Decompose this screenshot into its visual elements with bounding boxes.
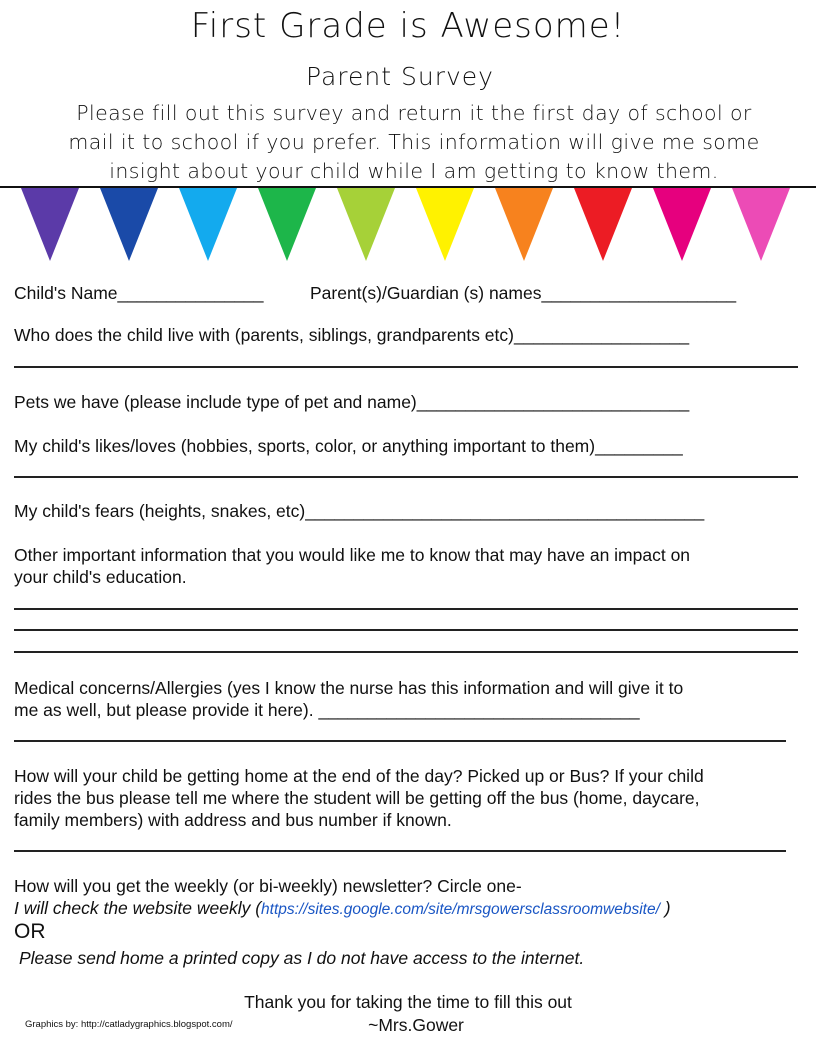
getting-home-label-cont: rides the bus please tell me where the student will be getting off the bus (home, daycare, [14,788,700,808]
newsletter-option-website[interactable] [14,898,671,919]
page-title: First Grade is Awesome! [190,6,626,46]
live-with-label: Who does the child live with (parents, siblings, grandparents etc)__________________ [14,325,690,345]
page-subtitle: Parent Survey [306,62,494,91]
thank-you-note: Thank you for taking the time to fill this out [244,992,572,1012]
answer-line[interactable] [14,366,798,368]
pennant-flag [337,188,395,261]
pennant-flag [495,188,553,261]
child-name-label: Child's Name_______________ [14,283,264,303]
getting-home-label-cont2: family members) with address and bus number if known. [14,810,452,830]
intro-paragraph [28,99,800,186]
graphics-credit: Graphics by: http://catladygraphics.blogspot.com/ [25,1019,233,1030]
answer-line[interactable] [14,629,798,631]
intro-line: insight about your child while I am getting to know them. [109,159,719,183]
pennant-flag [732,188,790,261]
intro-line: Please fill out this survey and return it the first day of school or [76,101,752,125]
answer-line[interactable] [14,608,798,610]
parent-names-label: Parent(s)/Guardian (s) names____________________ [310,283,737,303]
answer-line[interactable] [14,651,798,653]
pennant-flag [258,188,316,261]
intro-line: mail it to school if you prefer. This information will give me some [68,130,760,154]
other-info-label: Other important information that you would like me to know that may have an impact on [14,545,691,565]
option-website-text: I will check the website weekly ( [14,898,262,918]
pennant-banner [0,188,816,268]
answer-line[interactable] [14,476,798,478]
answer-line[interactable] [14,740,786,742]
newsletter-label: How will you get the weekly (or bi-weekly) newsletter? Circle one- [14,876,522,896]
option-website-close: ) [659,898,671,918]
pennant-flag [653,188,711,261]
fears-label: My child's fears (heights, snakes, etc)_________________________________________ [14,501,705,521]
medical-label-cont: me as well, but please provide it here). _________________________________ [14,700,640,720]
website-link[interactable]: https://sites.google.com/site/mrsgowersclassroomwebsite/ [261,901,660,918]
medical-label: Medical concerns/Allergies (yes I know the nurse has this information and will give it to [14,678,684,698]
or-label: OR [14,920,46,943]
newsletter-option-printed[interactable]: Please send home a printed copy as I do not have access to the internet. [19,948,585,968]
likes-label: My child's likes/loves (hobbies, sports, color, or anything important to them)_________ [14,436,683,456]
pennant-flag [21,188,79,261]
pets-label: Pets we have (please include type of pet and name)____________________________ [14,392,690,412]
other-info-label-cont: your child's education. [14,567,187,587]
pennant-flag [100,188,158,261]
pennant-flag [179,188,237,261]
pennant-flag [574,188,632,261]
answer-line[interactable] [14,850,786,852]
pennant-flag [416,188,474,261]
teacher-signature: ~Mrs.Gower [368,1015,464,1035]
getting-home-label: How will your child be getting home at the end of the day? Picked up or Bus? If your child [14,766,704,786]
